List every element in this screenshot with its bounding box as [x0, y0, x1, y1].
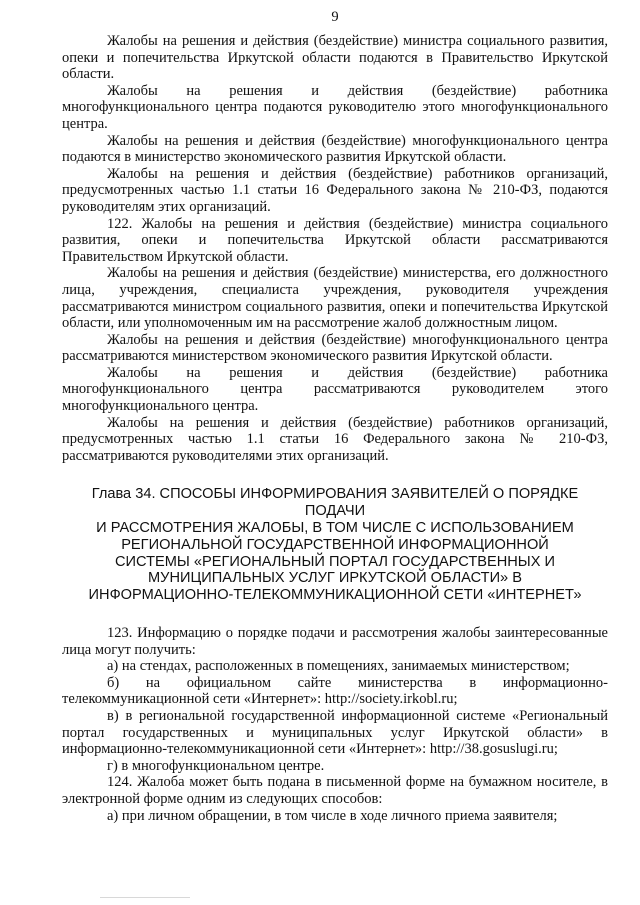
paragraph: Жалобы на решения и действия (бездействие) работника многофункционального центра рассматриваются руководителем этого многофункционального центра.	[62, 364, 608, 415]
chapter-heading-line: Глава 34. СПОСОБЫ ИНФОРМИРОВАНИЯ ЗАЯВИТЕЛЕЙ О ПОРЯДКЕ ПОДАЧИ	[91, 486, 579, 520]
chapter-heading-line: СИСТЕМЫ «РЕГИОНАЛЬНЫЙ ПОРТАЛ ГОСУДАРСТВЕННЫХ И	[115, 553, 555, 570]
page-number: 9	[331, 9, 339, 25]
chapter-heading-line: РЕГИОНАЛЬНОЙ ГОСУДАРСТВЕННОЙ ИНФОРМАЦИОННОЙ	[121, 536, 549, 553]
paragraph: Жалобы на решения и действия (бездействие) многофункционального центра подаются в министерство экономического развития Иркутской области.	[62, 132, 608, 166]
paragraph-item-122: 122. Жалобы на решения и действия (бездействие) министра социального развития, опеки и попечительства Иркутской области рассматриваются Правительством Иркутской области.	[62, 215, 608, 265]
paragraph-item-123: 123. Информацию о порядке подачи и рассмотрения жалобы заинтересованные лица могут получить:	[62, 625, 608, 658]
paragraph: Жалобы на решения и действия (бездействие) министерства, его должностного лица, учреждения, специалиста учреждения, руководителя учреждения рассматриваются министром социального развития, опеки и попечительства Иркутской области, или уполномоченным им на рассмотрение жалоб должностным лицом.	[62, 265, 608, 332]
document-page	[62, 8, 608, 824]
paragraph: Жалобы на решения и действия (бездействие) работников организаций, предусмотренных частью 1.1 статьи 16 Федерального закона № 210-ФЗ, подаются руководителям этих организаций.	[62, 165, 608, 215]
list-item: в) в региональной государственной информационной системе «Региональный портал государственных и муниципальных услуг Иркутской области» в информационно-телекоммуникационной сети «Интернет»: http://38.gosuslugi.ru;	[62, 707, 608, 758]
paragraph: Жалобы на решения и действия (бездействие) многофункционального центра рассматриваются министерством экономического развития Иркутской области.	[62, 331, 608, 365]
paragraph: Жалобы на решения и действия (бездействие) министра социального развития, опеки и попечительства Иркутской области подаются в Правительство Иркутской области.	[62, 33, 608, 83]
list-item: а) при личном обращении, в том числе в ходе личного приема заявителя;	[107, 807, 558, 824]
list-item: б) на официальном сайте министерства в информационно-телекоммуникационной сети «Интернет»: http://society.irkobl.ru;	[62, 674, 608, 708]
list-item: г) в многофункциональном центре.	[107, 757, 325, 774]
chapter-heading	[62, 486, 608, 604]
paragraph: Жалобы на решения и действия (бездействие) работников организаций, предусмотренных частью 1.1 статьи 16 Федерального закона № 210-ФЗ, рассматриваются руководителями этих организаций.	[62, 414, 608, 464]
paragraph-item-124: 124. Жалоба может быть подана в письменной форме на бумажном носителе, в электронной форме одним из следующих способов:	[62, 774, 608, 807]
chapter-heading-line: МУНИЦИПАЛЬНЫХ УСЛУГ ИРКУТСКОЙ ОБЛАСТИ» В	[148, 570, 522, 587]
chapter-heading-line: ИНФОРМАЦИОННО-ТЕЛЕКОММУНИКАЦИОННОЙ СЕТИ «ИНТЕРНЕТ»	[88, 587, 582, 604]
chapter-heading-line: И РАССМОТРЕНИЯ ЖАЛОБЫ, В ТОМ ЧИСЛЕ С ИСПОЛЬЗОВАНИЕМ	[96, 520, 574, 537]
scan-artifact-line	[100, 897, 190, 898]
paragraph: Жалобы на решения и действия (бездействие) работника многофункционального центра подаются руководителю этого многофункционального центра.	[62, 82, 608, 132]
list-item: а) на стендах, расположенных в помещениях, занимаемых министерством;	[107, 658, 570, 675]
